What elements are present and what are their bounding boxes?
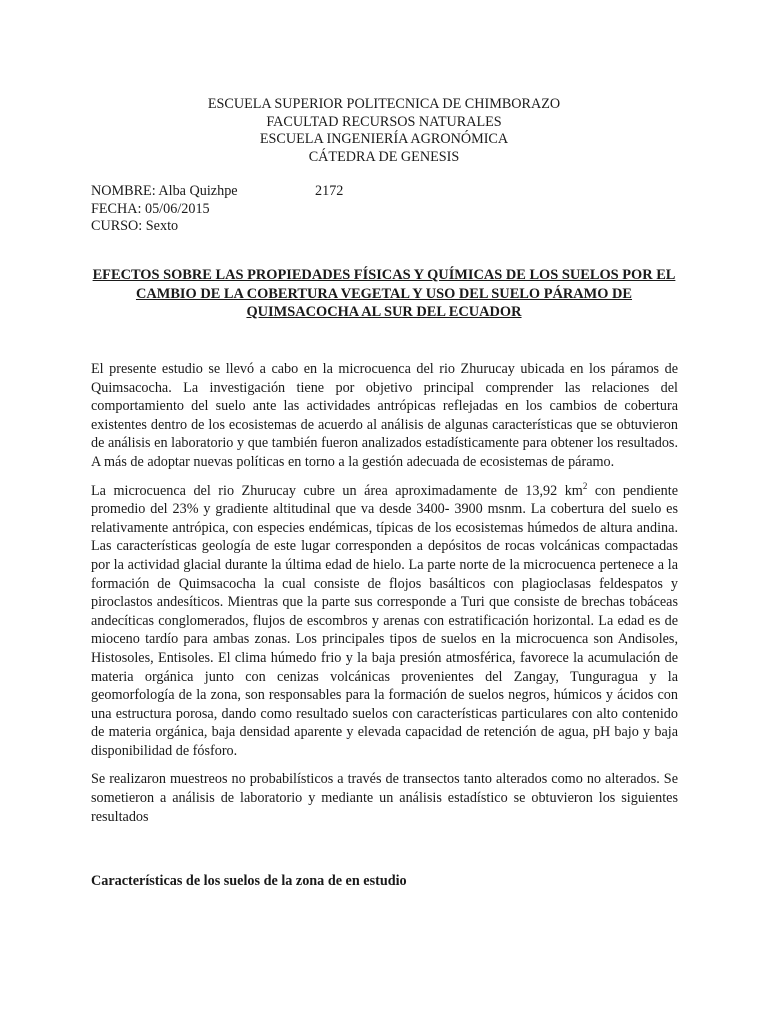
- document-title: EFECTOS SOBRE LAS PROPIEDADES FÍSICAS Y QUÍMICAS DE LOS SUELOS POR EL CAMBIO DE LA COBERTURA VEGETAL Y USO DEL SUELO PÁRAMO DE QUIMSACOCHA AL SUR DEL ECUADOR: [92, 267, 676, 320]
- name-row: [91, 183, 344, 201]
- paragraph-intro: El presente estudio se llevó a cabo en la microcuenca del rio Zhurucay ubicada en los páramos de Quimsacocha. La investigación tiene por objetivo principal comprender las relaciones del comportamiento del suelo ante las actividades antrópicas reflejadas en los cambios de cobertura existentes dentro de los ecosistemas de acuerdo al análisis de algunas características que se obtuvieron de análisis en laboratorio y que también fueron analizados estadísticamente para obtener los resultados. A más de adoptar nuevas políticas en torno a la gestión adecuada de ecosistemas de páramo.: [91, 361, 678, 470]
- student-name: NOMBRE: Alba Quizhpe: [91, 183, 238, 199]
- header-line-school: ESCUELA SUPERIOR POLITECNICA DE CHIMBORAZO: [207, 96, 561, 112]
- header-line-faculty: FACULTAD RECURSOS NATURALES: [266, 113, 502, 130]
- student-code: 2172: [315, 183, 344, 199]
- course-row: CURSO: Sexto: [91, 218, 179, 234]
- document-body: [91, 360, 678, 836]
- paragraph-description: [91, 482, 678, 761]
- paragraph-methods: Se realizaron muestreos no probabilísticos a través de transectos tanto alterados como no alterados. Se sometieron a análisis de laboratorio y mediante un análisis estadístico se obtuvieron los siguientes resultados: [91, 771, 678, 825]
- superscript-two: 2: [582, 480, 588, 491]
- header-line-course: CÁTEDRA DE GENESIS: [308, 148, 460, 165]
- paragraph-description-rest: con pendiente promedio del 23% y gradiente altitudinal que va desde 3400- 3900 msnm. La cobertura del suelo es relativamente antrópica, con especies endémicas, típicas de los ecosistemas húmedos de altura andina. Las características geología de este lugar corresponden a depósitos de rocas volcánicas compactadas por la actividad glacial durante la última edad de hielo. La parte norte de la microcuenca pertenece a la formación de Quimsacocha la cual consiste de flojos basálticos con plagioclasas feldespatos y piroclastos andesíticos. Mientras que la parte sus corresponde a Turi que consiste de brechas tobáceas andecíticas conglomerados, flujos de escombros y arenas con estratificación horizontal. La edad es de mioceno tardío para ambas zonas. Los principales tipos de suelos en la microcuenca son Andisoles, Histosoles, Entisoles. El clima húmedo frio y la baja presión atmosférica, favorece la acumulación de materia orgánica junto con cenizas volcánicas provenientes del Zangay, Tunguragua y la geomorfología de la zona, son responsables para la formación de suelos negros, húmicos y ácidos con una estructura porosa, dando como resultado suelos con características particulares con alto contenido de materia orgánica, baja densidad aparente y elevada capacidad de retención de agua, pH bajo y baja disponibilidad de fósforo.: [91, 482, 678, 759]
- date-row: FECHA: 05/06/2015: [91, 200, 210, 217]
- institution-header: [0, 96, 768, 166]
- student-info: [91, 183, 344, 236]
- paragraph-description-start: La microcuenca del rio Zhurucay cubre un área aproximadamente de 13,92 km: [91, 482, 583, 499]
- section-subheading: Características de los suelos de la zona de en estudio: [91, 873, 407, 889]
- header-line-program: ESCUELA INGENIERÍA AGRONÓMICA: [259, 131, 509, 147]
